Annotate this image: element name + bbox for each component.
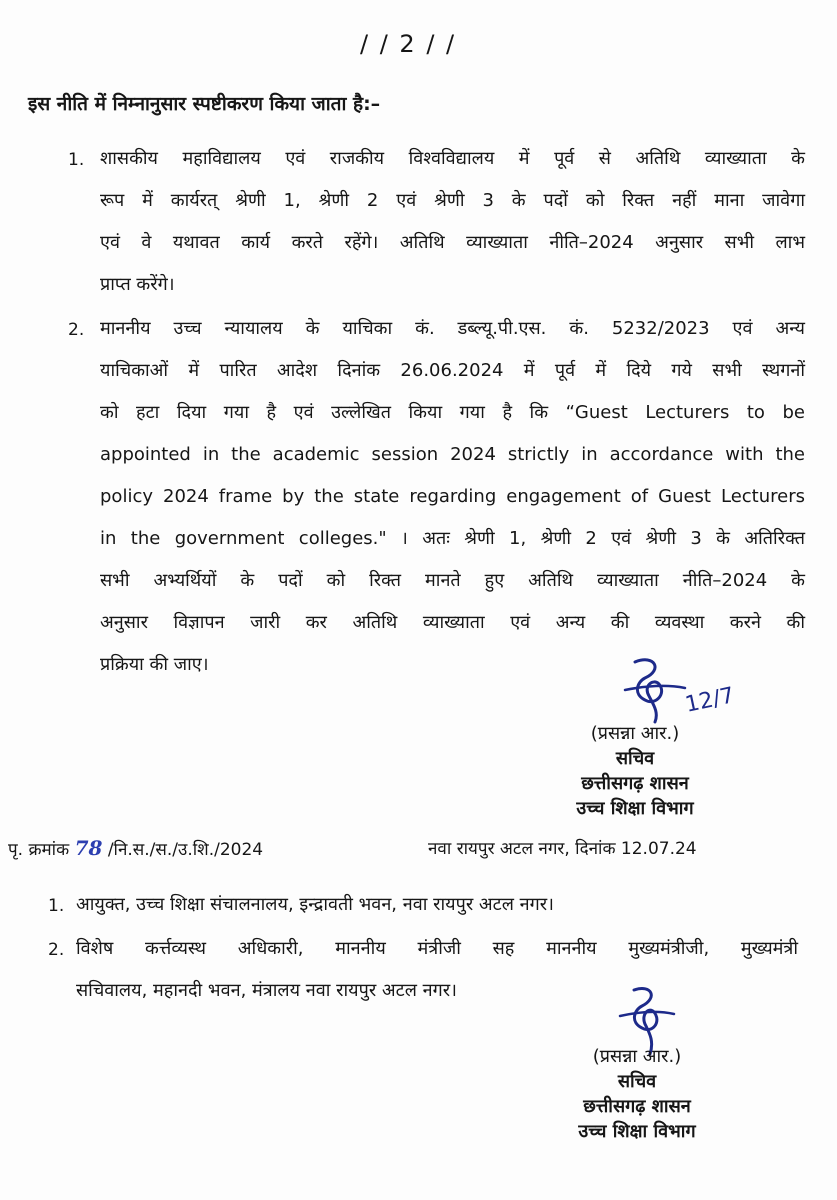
- clarification-line: रूप में कार्यरत् श्रेणी 1, श्रेणी 2 एवं श्रेणी 3 के पदों को रिक्त नहीं माना जावेगा: [100, 190, 805, 211]
- signatory-name: (प्रसन्ना आर.): [592, 1046, 682, 1067]
- clarification-line: in the government colleges." । अतः श्रेणी 1, श्रेणी 2 एवं श्रेणी 3 के अतिरिक्त: [100, 528, 805, 549]
- clarification-line: appointed in the academic session 2024 strictly in accordance with the: [100, 444, 805, 465]
- clarification-line: को हटा दिया गया है एवं उल्लेखित किया गया है कि “Guest Lecturers to be: [100, 402, 805, 423]
- signatory-government: छत्तीसगढ़ शासन: [581, 773, 689, 794]
- copy-to-line: आयुक्त, उच्च शिक्षा संचालनालय, इन्द्रावती भवन, नवा रायपुर अटल नगर।: [76, 894, 554, 915]
- signatory-government: छत्तीसगढ़ शासन: [583, 1096, 691, 1117]
- clarification-line: एवं वे यथावत कार्य करते रहेंगे। अतिथि व्याख्याता नीति–2024 अनुसार सभी लाभ: [100, 232, 805, 253]
- copy-to-2-number: 2.: [48, 940, 65, 960]
- clarification-line: policy 2024 frame by the state regarding engagement of Guest Lecturers: [100, 486, 805, 507]
- reference-place-date: नवा रायपुर अटल नगर, दिनांक 12.07.24: [428, 839, 697, 859]
- clarification-line: शासकीय महाविद्यालय एवं राजकीय विश्वविद्यालय में पूर्व से अतिथि व्याख्याता के: [100, 148, 805, 169]
- signatory-department: उच्च शिक्षा विभाग: [576, 798, 694, 819]
- clarification-line: सभी अभ्यर्थियों के पदों को रिक्त मानते हुए अतिथि व्याख्याता नीति–2024 के: [100, 570, 805, 591]
- reference-line: [8, 836, 263, 860]
- signatory-designation: सचिव: [617, 1071, 657, 1092]
- clarification-line: याचिकाओं में पारित आदेश दिनांक 26.06.2024 में पूर्व में दिये गये सभी स्थगनों: [100, 360, 805, 381]
- signatory-designation: सचिव: [615, 748, 655, 769]
- clarification-1-number: 1.: [68, 150, 85, 170]
- clarification-2-text: [100, 308, 805, 686]
- reference-number: 78: [74, 836, 103, 860]
- page-number: / / 2 / /: [360, 30, 457, 58]
- copy-to-line: सचिवालय, महानदी भवन, मंत्रालय नवा रायपुर अटल नगर।: [76, 980, 457, 1001]
- clarification-line: माननीय उच्च न्यायालय के याचिका कं. डब्ल्यू.पी.एस. कं. 5232/2023 एवं अन्य: [100, 318, 805, 339]
- clarification-line: अनुसार विज्ञापन जारी कर अतिथि व्याख्याता एवं अन्य की व्यवस्था करने की: [100, 612, 805, 633]
- signature-date-note: 12/7: [683, 683, 737, 718]
- reference-suffix: /नि.स./स./उ.शि./2024: [107, 840, 264, 860]
- reference-prefix: पृ. क्रमांक: [8, 840, 70, 860]
- copy-to-1-text: [76, 884, 776, 926]
- signatory-department: उच्च शिक्षा विभाग: [578, 1121, 696, 1142]
- copy-to-line: विशेष कर्त्तव्यस्थ अधिकारी, माननीय मंत्रीजी सह माननीय मुख्यमंत्रीजी, मुख्यमंत्री: [76, 938, 798, 959]
- copy-to-1-number: 1.: [48, 896, 65, 916]
- signatory-name: (प्रसन्ना आर.): [590, 723, 680, 744]
- signature-block-2: [562, 1044, 712, 1144]
- clarification-line: प्राप्त करेंगे।: [100, 274, 175, 295]
- clarification-1-text: [100, 138, 805, 306]
- clarification-heading: इस नीति में निम्नानुसार स्पष्टीकरण किया जाता है:–: [28, 93, 381, 115]
- clarification-line: प्रक्रिया की जाए।: [100, 654, 209, 675]
- clarification-2-number: 2.: [68, 320, 85, 340]
- signature-block-1: [560, 721, 710, 821]
